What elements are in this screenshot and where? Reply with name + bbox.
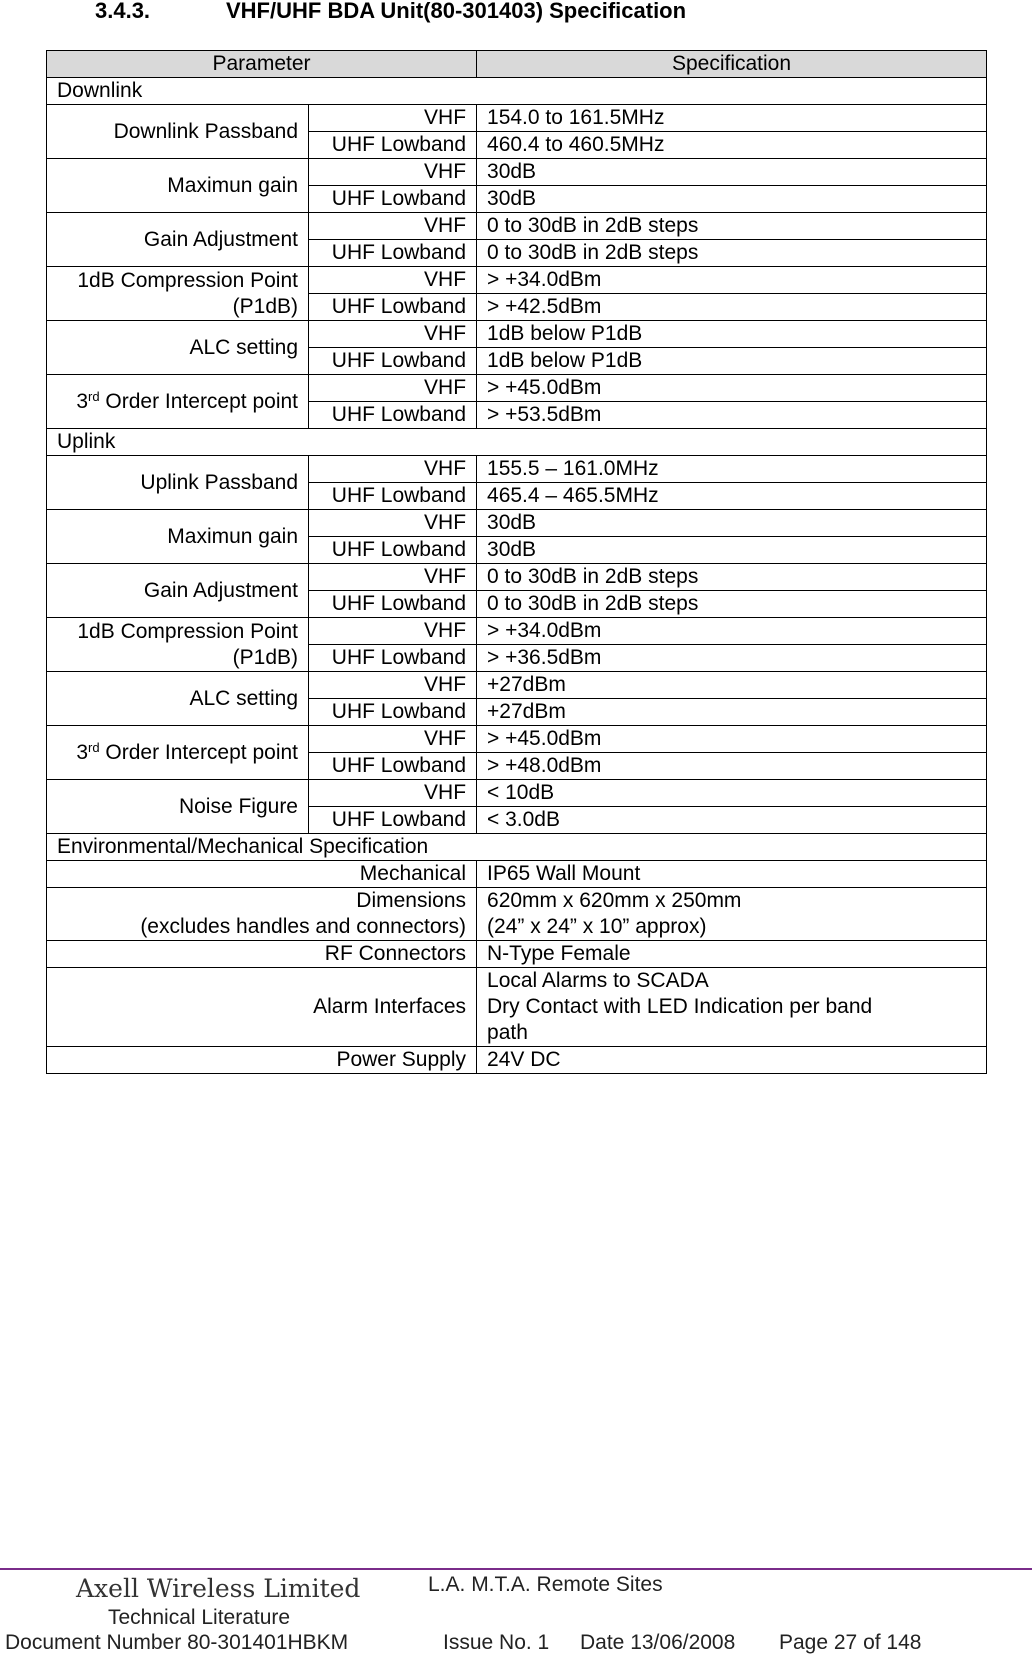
band-label: UHF Lowband — [309, 186, 477, 213]
band-label: UHF Lowband — [309, 753, 477, 780]
band-label: VHF — [309, 105, 477, 132]
band-label: UHF Lowband — [309, 807, 477, 834]
env-value — [477, 968, 987, 1047]
env-value-line: (24” x 24” x 10” approx) — [487, 915, 707, 938]
parameter-cell — [47, 510, 309, 564]
spec-value: 0 to 30dB in 2dB steps — [477, 564, 987, 591]
table-row — [47, 888, 987, 941]
table-row — [47, 564, 987, 591]
spec-value: 30dB — [477, 510, 987, 537]
parameter-cell — [47, 726, 309, 780]
parameter-superscript: rd — [88, 388, 100, 404]
spec-value: > +45.0dBm — [477, 375, 987, 402]
band-label: VHF — [309, 564, 477, 591]
parameter-name: Downlink Passband — [113, 119, 298, 143]
env-value-text: Local Alarms to SCADA — [487, 969, 709, 992]
spec-value: 0 to 30dB in 2dB steps — [477, 591, 987, 618]
band-label: UHF Lowband — [309, 645, 477, 672]
table-body — [47, 78, 987, 1074]
table-row — [47, 456, 987, 483]
spec-value: > +42.5dBm — [477, 294, 987, 321]
footer-subtitle: Technical Literature — [108, 1606, 291, 1629]
band-label: VHF — [309, 726, 477, 753]
parameter-cell — [47, 672, 309, 726]
table-row — [47, 1047, 987, 1074]
parameter-superscript: rd — [88, 739, 100, 755]
band-label: UHF Lowband — [309, 483, 477, 510]
footer-date: Date 13/06/2008 — [580, 1631, 736, 1654]
env-label-text: Power Supply — [336, 1048, 467, 1071]
spec-value: < 10dB — [477, 780, 987, 807]
table-row — [47, 726, 987, 753]
section-row — [47, 429, 987, 456]
parameter-cell — [47, 618, 309, 672]
env-label — [47, 968, 477, 1047]
parameter-name: 1dB Compression Point — [77, 619, 298, 643]
band-label: UHF Lowband — [309, 294, 477, 321]
band-label: UHF Lowband — [309, 132, 477, 159]
env-value-line: path — [487, 1021, 528, 1044]
spec-value: > +48.0dBm — [477, 753, 987, 780]
section-heading — [95, 0, 686, 24]
parameter-cell — [47, 375, 309, 429]
table-row — [47, 968, 987, 1047]
table-row — [47, 375, 987, 402]
band-label: UHF Lowband — [309, 537, 477, 564]
band-label: VHF — [309, 780, 477, 807]
spec-value: 1dB below P1dB — [477, 321, 987, 348]
parameter-cell — [47, 267, 309, 321]
band-label: VHF — [309, 672, 477, 699]
env-label-line2: (excludes handles and connectors) — [140, 915, 467, 938]
parameter-name: Noise Figure — [178, 794, 298, 818]
env-label — [47, 941, 477, 968]
parameter-name: ALC setting — [189, 335, 298, 359]
parameter-name: Order Intercept point — [99, 389, 298, 413]
band-label: UHF Lowband — [309, 348, 477, 375]
spec-value: 465.4 – 465.5MHz — [477, 483, 987, 510]
spec-value: 0 to 30dB in 2dB steps — [477, 240, 987, 267]
spec-value: 1dB below P1dB — [477, 348, 987, 375]
table-row — [47, 780, 987, 807]
table-header-row — [47, 51, 987, 78]
spec-value: > +34.0dBm — [477, 618, 987, 645]
env-value-text: 24V DC — [487, 1048, 561, 1071]
parameter-cell — [47, 159, 309, 213]
band-label: VHF — [309, 456, 477, 483]
env-label — [47, 888, 477, 941]
parameter-name-line2: (P1dB) — [232, 294, 298, 318]
env-value-line: Dry Contact with LED Indication per band — [487, 995, 873, 1018]
footer-issue: Issue No. 1 — [443, 1631, 550, 1654]
band-label: VHF — [309, 159, 477, 186]
env-value — [477, 1047, 987, 1074]
section-label: Uplink — [47, 429, 987, 456]
section-label: Environmental/Mechanical Specification — [47, 834, 987, 861]
table-row — [47, 105, 987, 132]
spec-value: > +36.5dBm — [477, 645, 987, 672]
band-label: VHF — [309, 213, 477, 240]
env-value — [477, 888, 987, 941]
env-value-text: N-Type Female — [487, 942, 631, 965]
env-label — [47, 1047, 477, 1074]
band-label: UHF Lowband — [309, 240, 477, 267]
section-row — [47, 78, 987, 105]
parameter-name: Gain Adjustment — [143, 227, 298, 251]
footer-site: L.A. M.T.A. Remote Sites — [428, 1573, 663, 1596]
spec-value: 460.4 to 460.5MHz — [477, 132, 987, 159]
band-label: VHF — [309, 321, 477, 348]
parameter-name: Uplink Passband — [140, 470, 298, 494]
header-parameter: Parameter — [47, 51, 477, 78]
footer-page: Page 27 of 148 — [779, 1631, 922, 1654]
footer-divider — [0, 1568, 1032, 1570]
spec-value: > +34.0dBm — [477, 267, 987, 294]
spec-value: 154.0 to 161.5MHz — [477, 105, 987, 132]
parameter-prefix: 3 — [76, 740, 88, 764]
spec-value: 30dB — [477, 159, 987, 186]
parameter-name: Gain Adjustment — [143, 578, 298, 602]
env-label-text: Alarm Interfaces — [313, 995, 467, 1018]
section-title: VHF/UHF BDA Unit(80-301403) Specification — [226, 0, 687, 23]
table-row — [47, 941, 987, 968]
section-number: 3.4.3. — [95, 0, 151, 23]
spec-value: +27dBm — [477, 672, 987, 699]
parameter-cell — [47, 456, 309, 510]
footer-doc-number: Document Number 80-301401HBKM — [5, 1631, 349, 1654]
specification-table — [46, 50, 987, 1074]
table-row — [47, 159, 987, 186]
band-label: UHF Lowband — [309, 591, 477, 618]
spec-value: > +53.5dBm — [477, 402, 987, 429]
spec-value: 155.5 – 161.0MHz — [477, 456, 987, 483]
table-row — [47, 267, 987, 294]
env-value — [477, 941, 987, 968]
env-label-text: Dimensions — [356, 889, 467, 912]
parameter-name: Maximun gain — [167, 173, 298, 197]
table-row — [47, 510, 987, 537]
band-label: VHF — [309, 375, 477, 402]
parameter-cell — [47, 564, 309, 618]
band-label: VHF — [309, 618, 477, 645]
table-row — [47, 861, 987, 888]
parameter-name: ALC setting — [189, 686, 298, 710]
spec-value: 0 to 30dB in 2dB steps — [477, 213, 987, 240]
band-label: UHF Lowband — [309, 402, 477, 429]
table-row — [47, 213, 987, 240]
table-row — [47, 321, 987, 348]
spec-value: > +45.0dBm — [477, 726, 987, 753]
spec-value: +27dBm — [477, 699, 987, 726]
parameter-name: Maximun gain — [167, 524, 298, 548]
parameter-cell — [47, 780, 309, 834]
env-value — [477, 861, 987, 888]
table-row — [47, 672, 987, 699]
parameter-cell — [47, 105, 309, 159]
parameter-cell — [47, 213, 309, 267]
env-label-text: RF Connectors — [324, 942, 467, 965]
section-row — [47, 834, 987, 861]
parameter-cell — [47, 321, 309, 375]
env-label — [47, 861, 477, 888]
parameter-name-line2: (P1dB) — [232, 645, 298, 669]
band-label: VHF — [309, 267, 477, 294]
env-value-text: IP65 Wall Mount — [487, 862, 641, 885]
company-name: Axell Wireless Limited — [76, 1574, 361, 1603]
env-label-text: Mechanical — [359, 862, 467, 885]
spec-value: 30dB — [477, 186, 987, 213]
parameter-prefix: 3 — [76, 389, 88, 413]
section-label: Downlink — [47, 78, 987, 105]
env-value-text: 620mm x 620mm x 250mm — [487, 889, 742, 912]
parameter-name: 1dB Compression Point — [77, 268, 298, 292]
spec-value: < 3.0dB — [477, 807, 987, 834]
header-specification: Specification — [477, 51, 987, 78]
band-label: UHF Lowband — [309, 699, 477, 726]
spec-value: 30dB — [477, 537, 987, 564]
parameter-name: Order Intercept point — [99, 740, 298, 764]
table-row — [47, 618, 987, 645]
band-label: VHF — [309, 510, 477, 537]
